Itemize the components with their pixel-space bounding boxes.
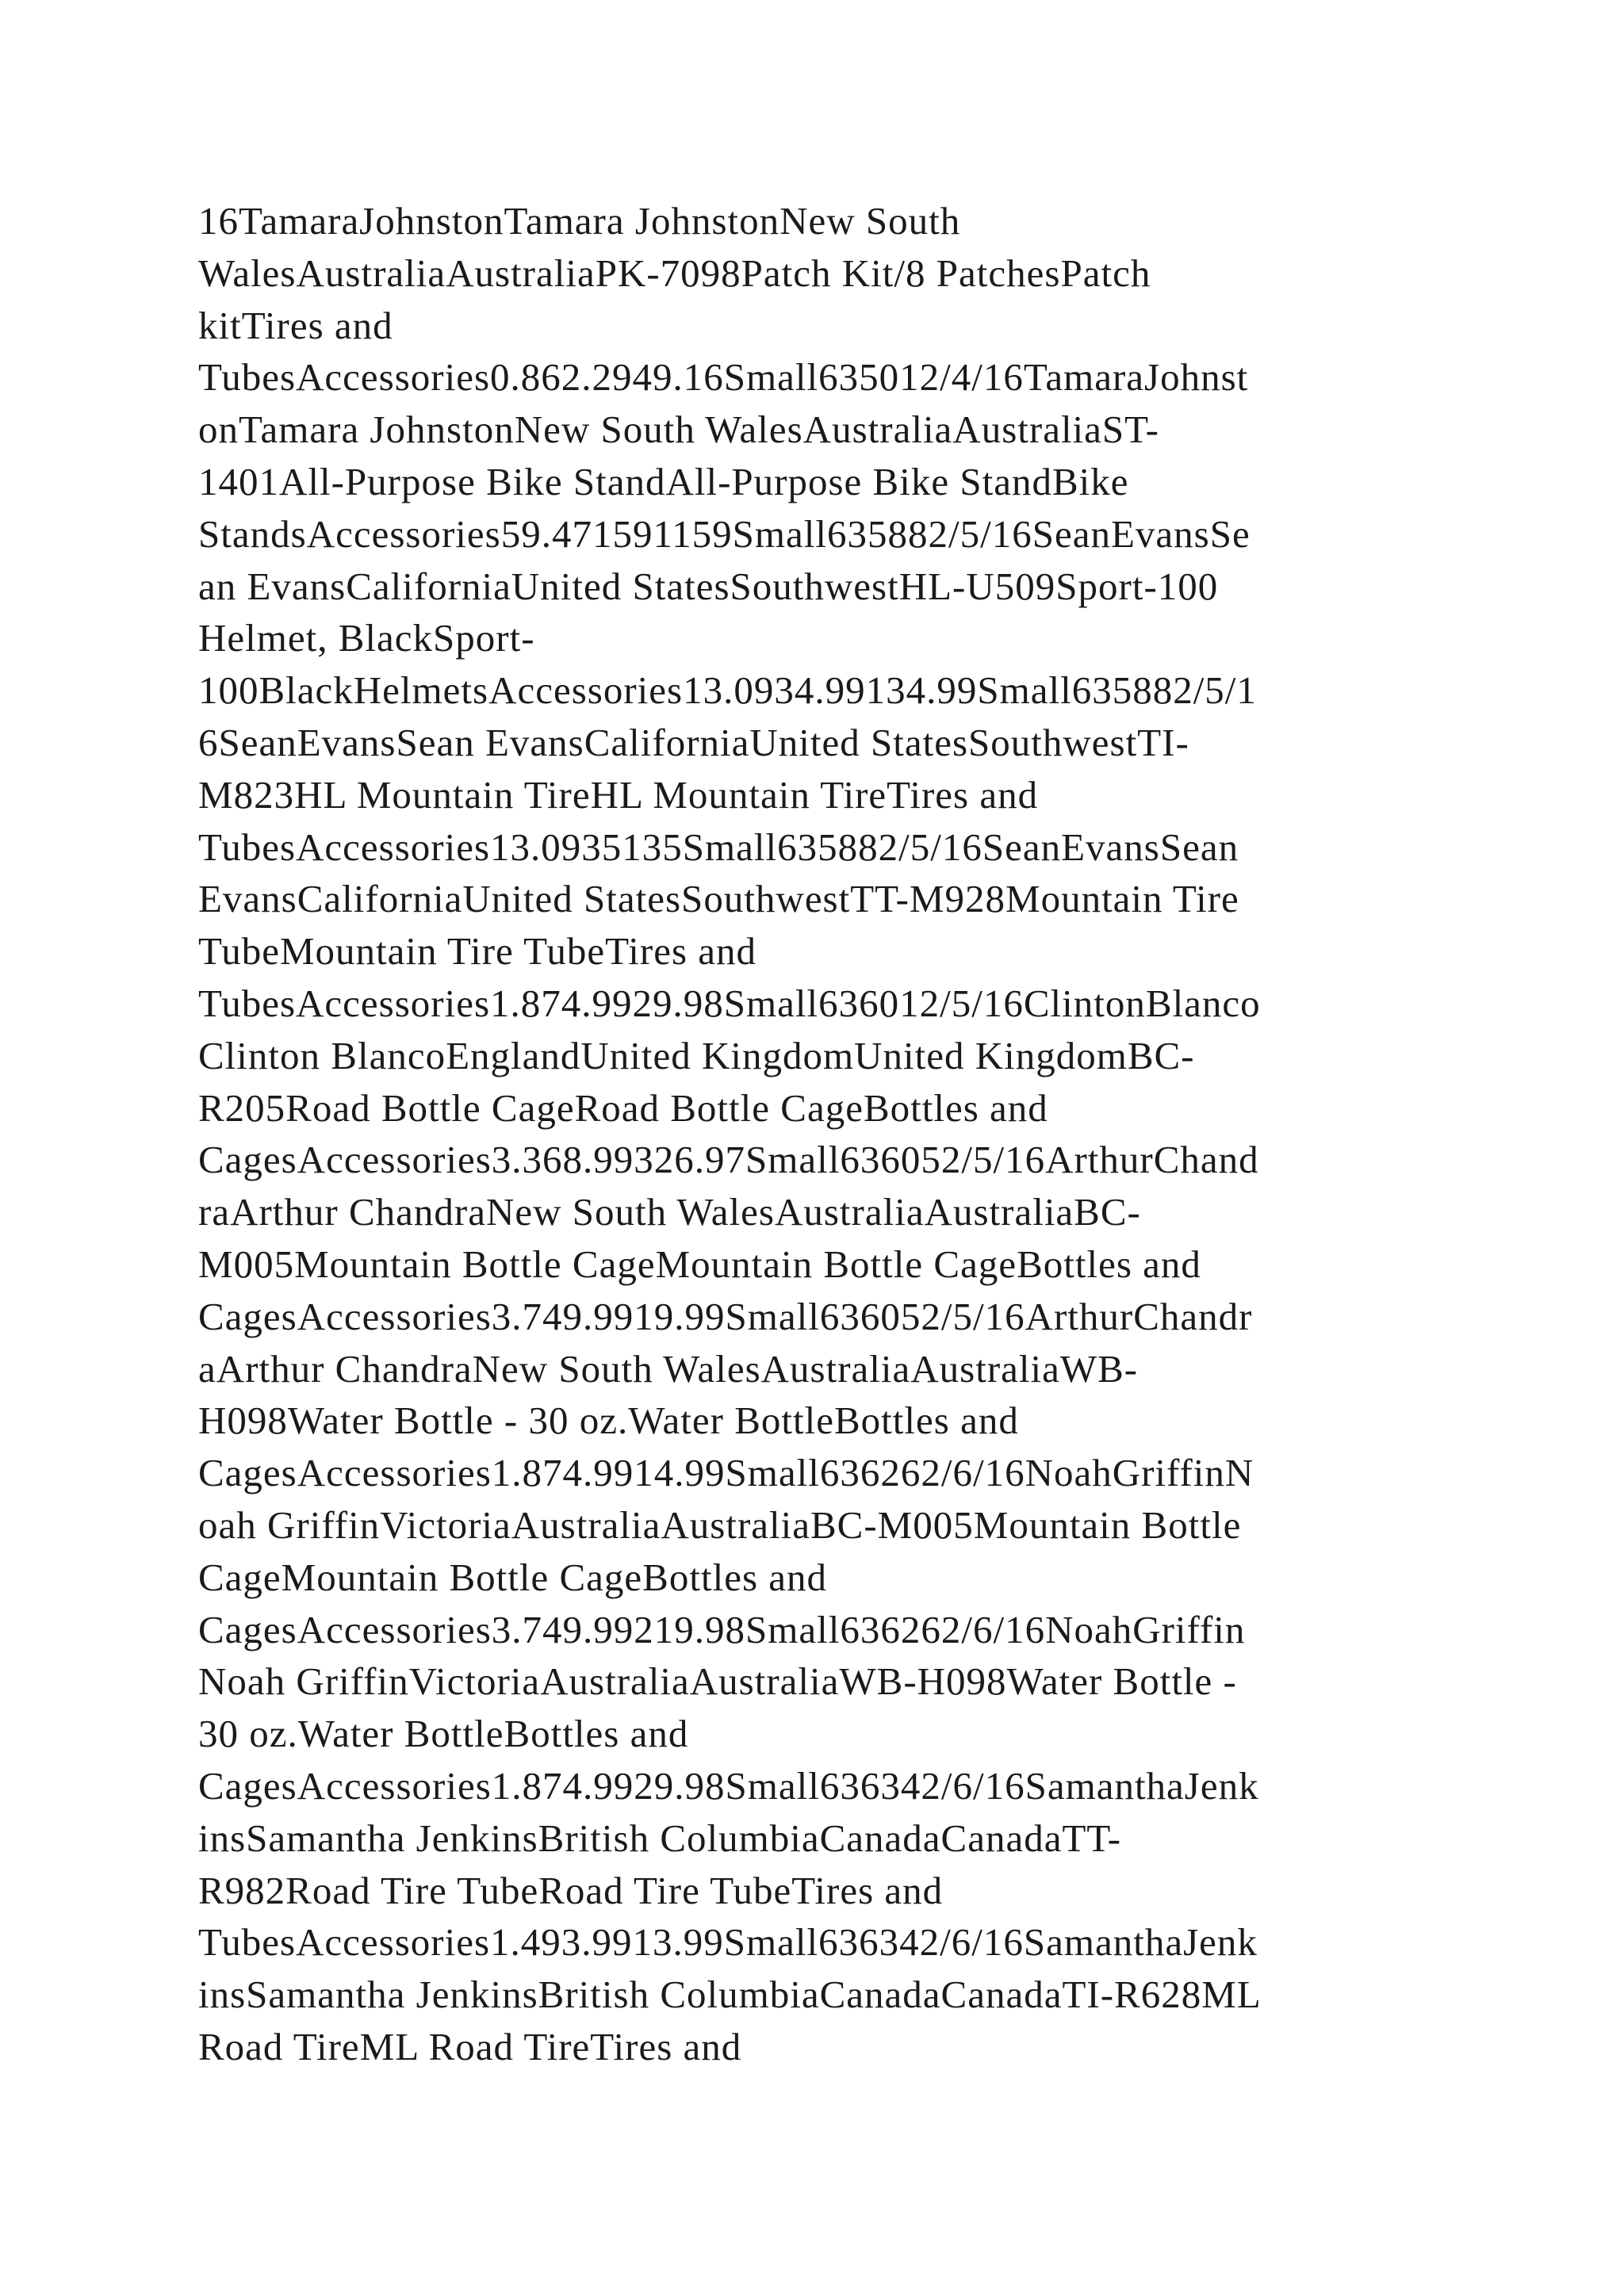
text-line: M823HL Mountain TireHL Mountain TireTires and [198, 772, 1039, 817]
text-line: CagesAccessories3.749.99219.98Small636262/6/16NoahGriffin [198, 1607, 1246, 1651]
text-line: 6SeanEvansSean EvansCaliforniaUnited StatesSouthwestTI- [198, 720, 1189, 764]
text-line: 100BlackHelmetsAccessories13.0934.99134.99Small635882/5/1 [198, 668, 1257, 713]
text-line: kitTires and [198, 303, 393, 347]
text-line: CagesAccessories3.368.99326.97Small636052/5/16ArthurChand [198, 1138, 1259, 1182]
text-line: EvansCaliforniaUnited StatesSouthwestTT-M928Mountain Tire [198, 877, 1239, 921]
text-line: 30 oz.Water BottleBottles and [198, 1712, 689, 1756]
text-line: Helmet, BlackSport- [198, 616, 535, 660]
text-line: CagesAccessories1.874.9914.99Small636262/6/16NoahGriffinN [198, 1451, 1254, 1495]
text-line: oah GriffinVictoriaAustraliaAustraliaBC-M005Mountain Bottle [198, 1502, 1242, 1547]
text-line: insSamantha JenkinsBritish ColumbiaCanadaCanadaTI-R628ML [198, 1973, 1262, 2017]
text-line: R205Road Bottle CageRoad Bottle CageBottles and [198, 1085, 1048, 1130]
text-line: CagesAccessories3.749.9919.99Small636052/5/16ArthurChandr [198, 1294, 1253, 1338]
text-line: Noah GriffinVictoriaAustraliaAustraliaWB-H098Water Bottle - [198, 1659, 1237, 1704]
text-line: H098Water Bottle - 30 oz.Water BottleBottles and [198, 1399, 1019, 1443]
text-line: R982Road Tire TubeRoad Tire TubeTires and [198, 1868, 944, 1912]
text-line: StandsAccessories59.471591159Small635882/5/16SeanEvansSe [198, 511, 1251, 556]
text-line: Road TireML Road TireTires and [198, 2024, 742, 2068]
text-line: TubesAccessories0.862.2949.16Small635012/4/16TamaraJohnst [198, 355, 1249, 400]
text-line: an EvansCaliforniaUnited StatesSouthwestHL-U509Sport-100 [198, 564, 1219, 608]
text-line: CageMountain Bottle CageBottles and [198, 1555, 828, 1599]
text-line: 16TamaraJohnstonTamara JohnstonNew South [198, 199, 961, 243]
text-line: CagesAccessories1.874.9929.98Small636342/6/16SamanthaJenk [198, 1763, 1259, 1808]
text-line: TubeMountain Tire TubeTires and [198, 929, 757, 974]
text-line: M005Mountain Bottle CageMountain Bottle CageBottles and [198, 1242, 1201, 1286]
text-line: Clinton BlancoEnglandUnited KingdomUnited KingdomBC- [198, 1033, 1195, 1077]
text-line: TubesAccessories1.874.9929.98Small636012/5/16ClintonBlanco [198, 981, 1261, 1025]
text-line: raArthur ChandraNew South WalesAustraliaAustraliaBC- [198, 1190, 1141, 1234]
body-text [198, 195, 1443, 2073]
text-line: aArthur ChandraNew South WalesAustraliaAustraliaWB- [198, 1346, 1139, 1391]
text-line: WalesAustraliaAustraliaPK-7098Patch Kit/8 PatchesPatch [198, 251, 1151, 295]
text-line: TubesAccessories1.493.9913.99Small636342/6/16SamanthaJenk [198, 1920, 1258, 1965]
text-line: 1401All-Purpose Bike StandAll-Purpose Bike StandBike [198, 459, 1129, 503]
text-line: TubesAccessories13.0935135Small635882/5/16SeanEvansSean [198, 825, 1239, 869]
text-line: insSamantha JenkinsBritish ColumbiaCanadaCanadaTT- [198, 1816, 1122, 1860]
text-line: onTamara JohnstonNew South WalesAustraliaAustraliaST- [198, 408, 1159, 452]
